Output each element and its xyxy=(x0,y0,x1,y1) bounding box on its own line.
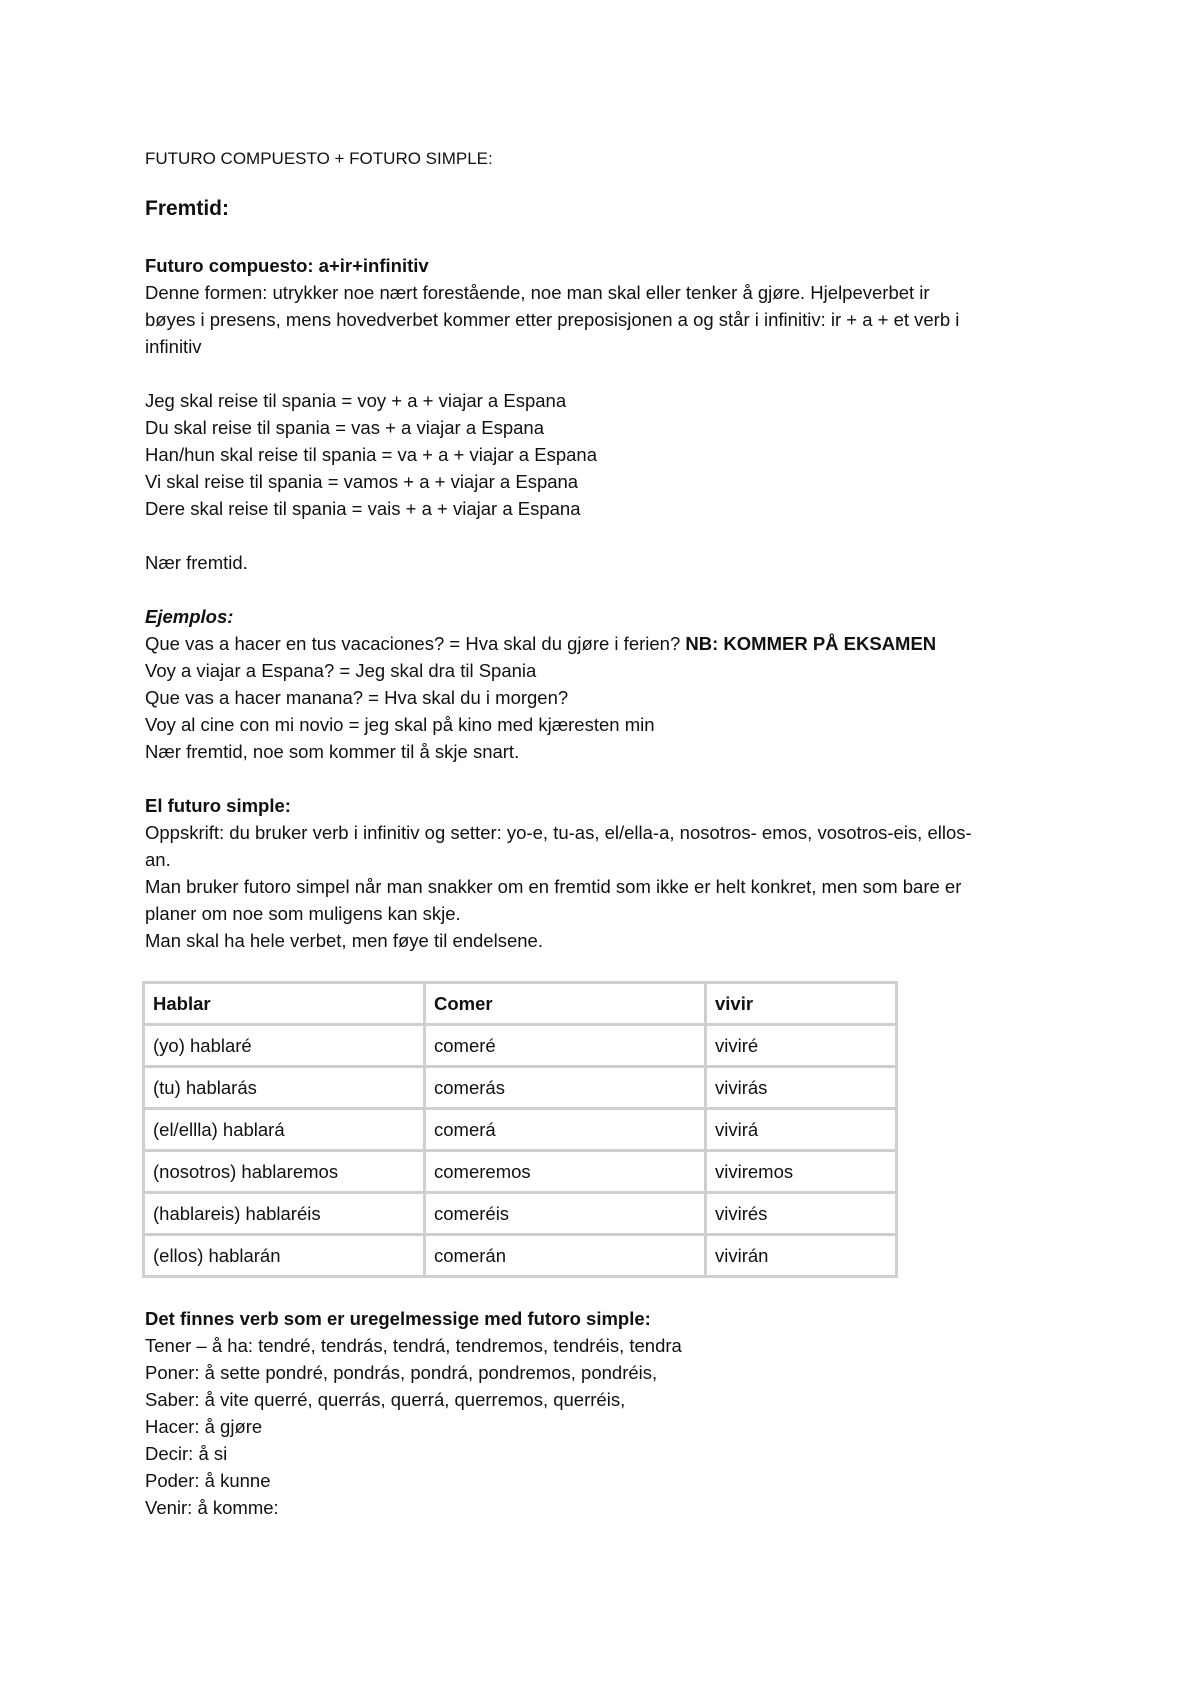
table-cell: (yo) hablaré xyxy=(144,1025,425,1067)
spacer xyxy=(145,765,1075,792)
description-line: Man bruker futoro simpel når man snakker om en fremtid som ikke er helt konkret, men som bare er xyxy=(145,876,962,897)
table-header-row xyxy=(144,983,897,1025)
ejemplo-line: Nær fremtid, noe som kommer til å skje snart. xyxy=(145,741,520,762)
irregular-verbs-list xyxy=(145,1332,1075,1521)
description-line: Man skal ha hele verbet, men føye til endelsene. xyxy=(145,930,543,951)
example-line: Han/hun skal reise til spania = va + a + viajar a Espana xyxy=(145,444,597,465)
table-cell: viviremos xyxy=(706,1151,897,1193)
futuro-simple-heading: El futuro simple: xyxy=(145,795,291,816)
irregular-verb-line: Venir: å komme: xyxy=(145,1497,279,1518)
example-line: Vi skal reise til spania = vamos + a + viajar a Espana xyxy=(145,471,579,492)
table-cell: comerá xyxy=(425,1109,706,1151)
document-title: FUTURO COMPUESTO + FOTURO SIMPLE: xyxy=(145,149,493,168)
compuesto-examples xyxy=(145,387,1075,522)
example-line: Du skal reise til spania = vas + a viajar a Espana xyxy=(145,417,544,438)
description-line: Oppskrift: du bruker verb i infinitiv og setter: yo-e, tu-as, el/ella-a, nosotros- emos, vosotros-eis, ellos- xyxy=(145,822,972,843)
table-cell: comeremos xyxy=(425,1151,706,1193)
spacer xyxy=(145,576,1075,603)
conjugation-table xyxy=(142,981,898,1278)
table-cell: vivirás xyxy=(706,1067,897,1109)
table-cell: vivirés xyxy=(706,1193,897,1235)
example-line: Jeg skal reise til spania = voy + a + viajar a Espana xyxy=(145,390,567,411)
table-row xyxy=(144,1151,897,1193)
irregular-verb-line: Decir: å si xyxy=(145,1443,228,1464)
ejemplo-line xyxy=(145,630,1075,657)
table-cell: comerás xyxy=(425,1067,706,1109)
irregular-verb-line: Hacer: å gjøre xyxy=(145,1416,263,1437)
futuro-simple-description xyxy=(145,819,1075,954)
ejemplos-list xyxy=(145,630,1075,765)
irregular-verb-line: Poder: å kunne xyxy=(145,1470,271,1491)
table-cell: (nosotros) hablaremos xyxy=(144,1151,425,1193)
irregular-verb-line: Saber: å vite querré, querrás, querrá, querremos, querréis, xyxy=(145,1389,626,1410)
description-line: bøyes i presens, mens hovedverbet kommer etter preposisjonen a og står i infinitiv: ir + a + et verb i xyxy=(145,309,960,330)
table-row xyxy=(144,1235,897,1277)
description-line: Denne formen: utrykker noe nært forestående, noe man skal eller tenker å gjøre. Hjelpeverbet ir xyxy=(145,282,930,303)
ejemplo-line: Que vas a hacer manana? = Hva skal du i morgen? xyxy=(145,687,569,708)
ejemplos-heading: Ejemplos: xyxy=(145,606,234,627)
table-cell: comeréis xyxy=(425,1193,706,1235)
table-cell: comeré xyxy=(425,1025,706,1067)
description-line: an. xyxy=(145,849,171,870)
section-heading-fremtid: Fremtid: xyxy=(145,197,229,220)
table-row xyxy=(144,1067,897,1109)
irregular-verbs-heading: Det finnes verb som er uregelmessige med futoro simple: xyxy=(145,1308,651,1329)
ejemplo-line: Voy a viajar a Espana? = Jeg skal dra til Spania xyxy=(145,660,537,681)
futuro-compuesto-heading: Futuro compuesto: a+ir+infinitiv xyxy=(145,255,429,276)
table-cell: (ellos) hablarán xyxy=(144,1235,425,1277)
document-content xyxy=(145,148,1075,1521)
table-row xyxy=(144,1025,897,1067)
table-cell: (el/ellla) hablará xyxy=(144,1109,425,1151)
exam-note: NB: KOMMER PÅ EKSAMEN xyxy=(685,633,937,654)
description-line: planer om noe som muligens kan skje. xyxy=(145,903,461,924)
ejemplo-line: Voy al cine con mi novio = jeg skal på kino med kjæresten min xyxy=(145,714,655,735)
table-row xyxy=(144,1193,897,1235)
table-cell: (tu) hablarás xyxy=(144,1067,425,1109)
table-cell: (hablareis) hablaréis xyxy=(144,1193,425,1235)
naer-fremtid-note: Nær fremtid. xyxy=(145,552,248,573)
description-line: infinitiv xyxy=(145,336,202,357)
table-cell: viviré xyxy=(706,1025,897,1067)
table-row xyxy=(144,1109,897,1151)
irregular-verb-line: Poner: å sette pondré, pondrás, pondrá, pondremos, pondréis, xyxy=(145,1362,658,1383)
table-header-cell: vivir xyxy=(706,983,897,1025)
table-header-cell: Comer xyxy=(425,983,706,1025)
ejemplo-text: Que vas a hacer en tus vacaciones? = Hva skal du gjøre i ferien? xyxy=(145,633,686,654)
futuro-compuesto-description xyxy=(145,279,1075,360)
table-cell: vivirá xyxy=(706,1109,897,1151)
spacer xyxy=(145,360,1075,387)
table-cell: vivirán xyxy=(706,1235,897,1277)
table-header-cell: Hablar xyxy=(144,983,425,1025)
spacer xyxy=(145,522,1075,549)
example-line: Dere skal reise til spania = vais + a + viajar a Espana xyxy=(145,498,581,519)
irregular-verb-line: Tener – å ha: tendré, tendrás, tendrá, tendremos, tendréis, tendra xyxy=(145,1335,682,1356)
table-cell: comerán xyxy=(425,1235,706,1277)
